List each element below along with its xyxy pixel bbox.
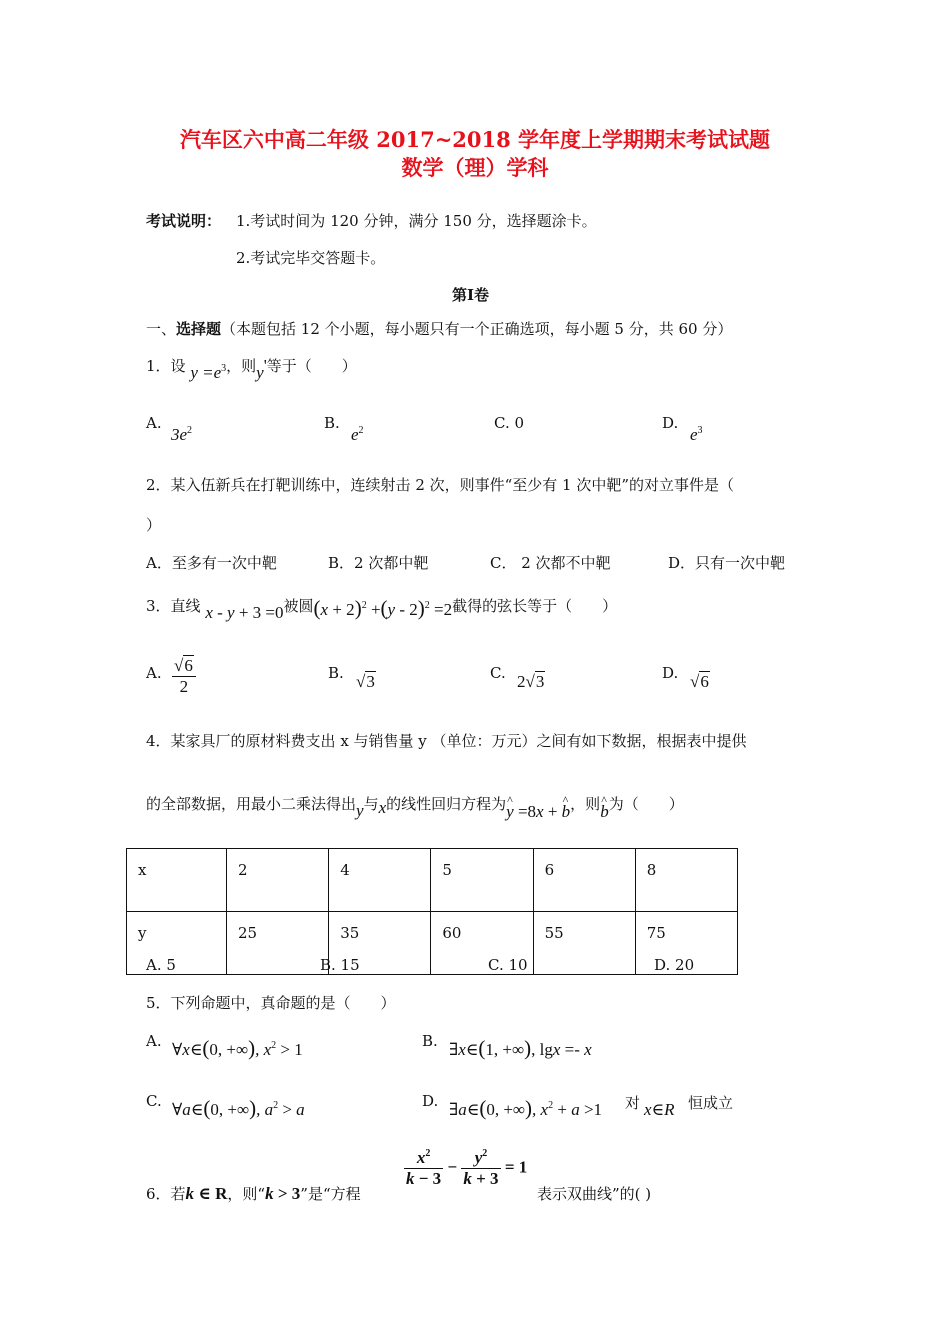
q4-option-b: B. 15	[320, 956, 360, 974]
table-cell: 75	[635, 912, 737, 975]
table-cell: 4	[329, 849, 431, 912]
q4-option-c: C. 10	[488, 956, 528, 974]
q2-option-a: A．至多有一次中靶	[146, 554, 277, 572]
table-cell: 8	[635, 849, 737, 912]
instruction-item-1: 1.考试时间为 120 分钟，满分 150 分，选择题涂卡。	[236, 212, 597, 230]
page-subtitle: 数学（理）学科	[401, 155, 549, 180]
question-3: 3．直线 x - y + 3 =0被圆$(x + 2)^2 +(y - 2)^2 =2$截得的弦长等于（ ）	[146, 596, 618, 622]
data-table	[126, 848, 738, 975]
table-row	[127, 849, 738, 912]
q1-option-b: B.	[324, 414, 340, 432]
table-cell: y	[127, 912, 227, 975]
q3-option-d: D.	[662, 664, 679, 682]
q4-option-d: D. 20	[654, 956, 695, 974]
q5-option-c-math: ∀a∈(0, +∞), $a^2 > a$	[172, 1096, 305, 1120]
q5-option-d: D.	[422, 1092, 439, 1110]
table-cell: 35	[329, 912, 431, 975]
q5-option-b: B.	[422, 1032, 438, 1050]
q1-option-d: D.	[662, 414, 679, 432]
q3-option-c: C.	[490, 664, 506, 682]
q2-option-b: B．2 次都中靶	[328, 554, 429, 572]
table-cell: 60	[431, 912, 533, 975]
table-cell: x	[127, 849, 227, 912]
question-4-line2: 的全部数据，用最小二乘法得出y与x的线性回归方程为^ y =8x + ^ b，则^ b为（ ）	[146, 793, 684, 814]
q5-option-a-math: ∀x∈(0, +∞), $x^2 > 1$	[172, 1036, 303, 1060]
q6-equation: $\frac{x^2}{k - 3}$ − $\frac{y^2}{k + 3}$ = 1	[406, 1148, 528, 1188]
q3-option-d-math: √6	[690, 672, 709, 691]
q4-option-a: A. 5	[146, 956, 176, 974]
question-4-line1: 4．某家具厂的原材料费支出 x 与销售量 y （单位：万元）之间有如下数据，根据表中提供	[146, 732, 747, 750]
question-6: 6．若k ∈ R，则“k > 3”是“方程	[146, 1184, 361, 1203]
table-cell: 55	[533, 912, 635, 975]
q1-option-b-math: $e^2$	[351, 425, 364, 444]
question-1: 1．设 $y =e^3$，则y'等于（ ）	[146, 356, 357, 382]
q3-option-a-math: $\frac{√6}{2}$	[172, 656, 196, 697]
section-heading: 一、选择题（本题包括 12 个小题，每小题只有一个正确选项，每小题 5 分，共 60 分）	[146, 320, 733, 338]
q5-option-c: C.	[146, 1092, 162, 1110]
q3-option-c-math: 2√3	[517, 672, 545, 691]
q1-option-a: A.	[146, 414, 162, 432]
q2-option-c: C． 2 次都不中靶	[490, 554, 611, 572]
q5-option-d-tail2: 恒成立	[688, 1094, 734, 1112]
q1-option-d-math: $e^3$	[690, 425, 703, 444]
question-6-tail: 表示双曲线”的( )	[537, 1185, 652, 1203]
q1-option-c: C. 0	[494, 414, 525, 432]
table-row	[127, 912, 738, 975]
page-title: 汽车区六中高二年级 2017~2018 学年度上学期期末考试试题	[179, 127, 771, 152]
question-2: 2．某入伍新兵在打靶训练中，连续射击 2 次，则事件“至少有 1 次中靶”的对立事件是（	[146, 476, 735, 494]
q2-option-d: D．只有一次中靶	[668, 554, 786, 572]
table-cell: 6	[533, 849, 635, 912]
q3-option-b: B.	[328, 664, 344, 682]
volume-heading: 第Ⅰ卷	[452, 286, 490, 304]
q5-option-d-math2: x∈R	[644, 1100, 675, 1119]
question-2-end: ）	[146, 516, 162, 534]
q5-option-a: A.	[146, 1032, 162, 1050]
q1-option-a-math: $3e^2$	[171, 425, 193, 444]
instruction-item-2: 2.考试完毕交答题卡。	[236, 249, 386, 267]
table-cell: 5	[431, 849, 533, 912]
q5-option-d-math: ∃a∈(0, +∞), $x^2 + a >1$	[449, 1096, 603, 1120]
q5-option-b-math: ∃x∈(1, +∞), lgx =- x	[449, 1036, 592, 1060]
instructions-label: 考试说明：	[146, 212, 222, 230]
question-5: 5．下列命题中，真命题的是（ ）	[146, 994, 396, 1012]
table-cell: 25	[227, 912, 329, 975]
q3-option-b-math: √3	[356, 672, 375, 691]
q3-option-a: A.	[146, 664, 162, 682]
table-cell: 2	[227, 849, 329, 912]
q5-option-d-tail1: 对	[625, 1094, 641, 1112]
